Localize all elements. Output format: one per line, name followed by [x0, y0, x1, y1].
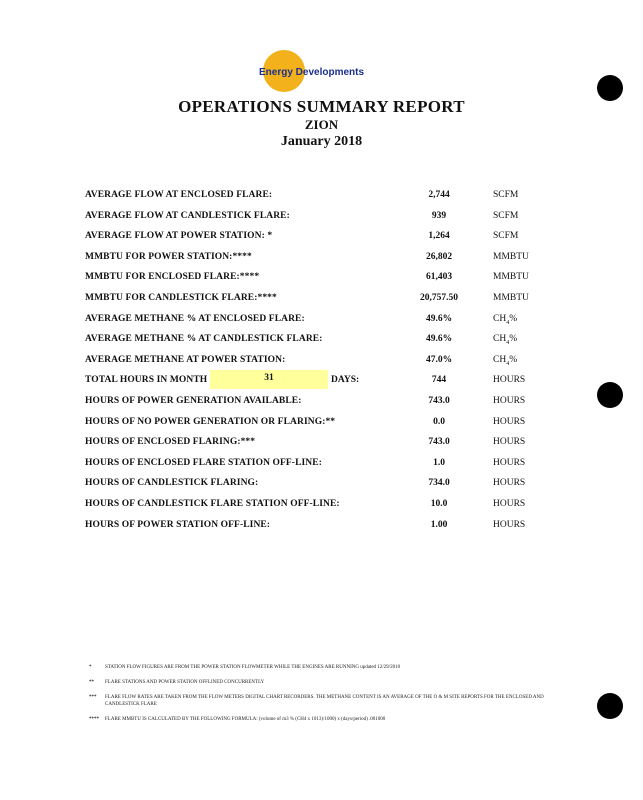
row-value: 49.6%: [425, 334, 453, 345]
summary-row: [85, 211, 565, 232]
summary-row: [85, 314, 565, 335]
row-label: AVERAGE METHANE AT POWER STATION:: [85, 354, 286, 365]
summary-row: [85, 520, 565, 541]
row-value: 743.0: [428, 395, 450, 406]
summary-row: [85, 375, 565, 396]
binder-hole-bottom: [597, 693, 623, 719]
footnote-text: FLARE MMBTU IS CALCULATED BY THE FOLLOWING FORMULA: (volume of m3 % (CH4 x 1013)/1000) x (days/period) .001000: [105, 717, 386, 722]
row-value: 0.0: [433, 416, 445, 427]
row-unit: HOURS: [493, 395, 526, 406]
logo-graphic: [250, 50, 390, 92]
summary-row: [85, 334, 565, 355]
row-value: 61,403: [425, 272, 453, 283]
footnote: [89, 694, 573, 708]
row-label: MMBTU FOR POWER STATION:****: [85, 251, 252, 262]
logo-text: Energy Developments: [259, 67, 365, 78]
row-unit: HOURS: [493, 478, 526, 489]
row-value: 1.0: [433, 457, 445, 468]
row-unit: SCFM: [493, 190, 519, 200]
days-in-month-highlight: 31: [210, 370, 328, 389]
row-label: HOURS OF ENCLOSED FLARING:***: [85, 437, 256, 448]
row-value: 49.6%: [425, 313, 453, 324]
row-value: 1,264: [428, 231, 450, 242]
row-value: 744: [431, 375, 447, 386]
row-unit: HOURS: [493, 498, 526, 509]
row-value: 743.0: [428, 437, 450, 448]
row-unit: HOURS: [493, 519, 526, 530]
footnote: [89, 664, 573, 671]
row-unit: MMBTU: [493, 292, 529, 303]
row-unit: $CH_4\%$: [493, 354, 518, 367]
summary-row: [85, 478, 565, 499]
summary-row: [85, 190, 565, 211]
row-label: MMBTU FOR CANDLESTICK FLARE:****: [85, 292, 277, 303]
footnote-text: FLARE FLOW RATES ARE TAKEN FROM THE FLOW METERS DIGITAL CHART RECORDERS. THE METHANE CONTENT IS AN AVERAGE OF THE O & M SITE REPORTS FOR THE ENCLOSED AND CANDLESTICK FLARE: [105, 695, 544, 707]
row-label: HOURS OF CANDLESTICK FLARING:: [85, 478, 259, 489]
row-unit: $CH_4\%$: [493, 334, 518, 347]
summary-table: [85, 190, 565, 540]
footnote-text: STATION FLOW FIGURES ARE FROM THE POWER STATION FLOWMETER WHILE THE ENGINES ARE RUNNING updated 12/29/2010: [105, 665, 401, 670]
footnote-marker: ***: [89, 695, 97, 700]
row-value: 939: [431, 210, 447, 221]
report-title: OPERATIONS SUMMARY REPORT: [178, 97, 465, 116]
report-period: January 2018: [280, 134, 363, 149]
summary-row: [85, 417, 565, 438]
row-label: HOURS OF ENCLOSED FLARE STATION OFF-LINE:: [85, 457, 322, 468]
footnote-marker: **: [89, 680, 94, 685]
row-unit: MMBTU: [493, 251, 529, 262]
row-label: AVERAGE METHANE % AT ENCLOSED FLARE:: [85, 313, 305, 324]
row-value: 47.0%: [425, 354, 453, 365]
row-unit: HOURS: [493, 416, 526, 427]
days-label: DAYS:: [331, 375, 360, 386]
row-unit: HOURS: [493, 375, 526, 386]
row-unit: $CH_4\%$: [493, 313, 518, 326]
summary-row: [85, 437, 565, 458]
row-value: 26,802: [425, 251, 453, 262]
site-name: ZION: [304, 117, 339, 132]
row-label: HOURS OF CANDLESTICK FLARE STATION OFF-LINE:: [85, 498, 340, 509]
row-value: 10.0: [430, 498, 448, 509]
footnote-marker: ****: [89, 717, 99, 722]
row-unit: HOURS: [493, 437, 526, 448]
summary-row: [85, 499, 565, 520]
row-label: AVERAGE FLOW AT POWER STATION: *: [85, 231, 273, 242]
summary-row: [85, 396, 565, 417]
row-label: HOURS OF NO POWER GENERATION OR FLARING:**: [85, 416, 336, 427]
row-label: AVERAGE METHANE % AT CANDLESTICK FLARE:: [85, 334, 323, 345]
row-unit: HOURS: [493, 457, 526, 468]
row-label: HOURS OF POWER GENERATION AVAILABLE:: [85, 395, 302, 406]
footnote: [89, 716, 573, 723]
row-value: 2,744: [428, 190, 450, 200]
footnote-text: FLARE STATIONS AND POWER STATION OFFLINED CONCURRENTLY: [105, 680, 265, 685]
row-label: MMBTU FOR ENCLOSED FLARE:****: [85, 272, 260, 283]
binder-hole-middle: [597, 382, 623, 408]
footnote-marker: *: [89, 665, 92, 670]
summary-row: [85, 458, 565, 479]
summary-row: [85, 272, 565, 293]
company-logo: [250, 50, 390, 92]
row-unit: SCFM: [493, 210, 519, 221]
summary-row: [85, 231, 565, 252]
summary-row: [85, 252, 565, 273]
row-unit: SCFM: [493, 231, 519, 242]
row-label: TOTAL HOURS IN MONTH: [85, 375, 208, 386]
row-value: 734.0: [428, 478, 450, 489]
summary-row: [85, 293, 565, 314]
row-label: HOURS OF POWER STATION OFF-LINE:: [85, 519, 271, 530]
footnotes: [89, 664, 573, 731]
row-label: AVERAGE FLOW AT ENCLOSED FLARE:: [85, 190, 273, 200]
footnote: [89, 679, 573, 686]
row-value: 20,757.50: [420, 292, 458, 303]
row-value: 1.00: [430, 519, 448, 530]
row-label: AVERAGE FLOW AT CANDLESTICK FLARE:: [85, 210, 290, 221]
row-unit: MMBTU: [493, 272, 529, 283]
